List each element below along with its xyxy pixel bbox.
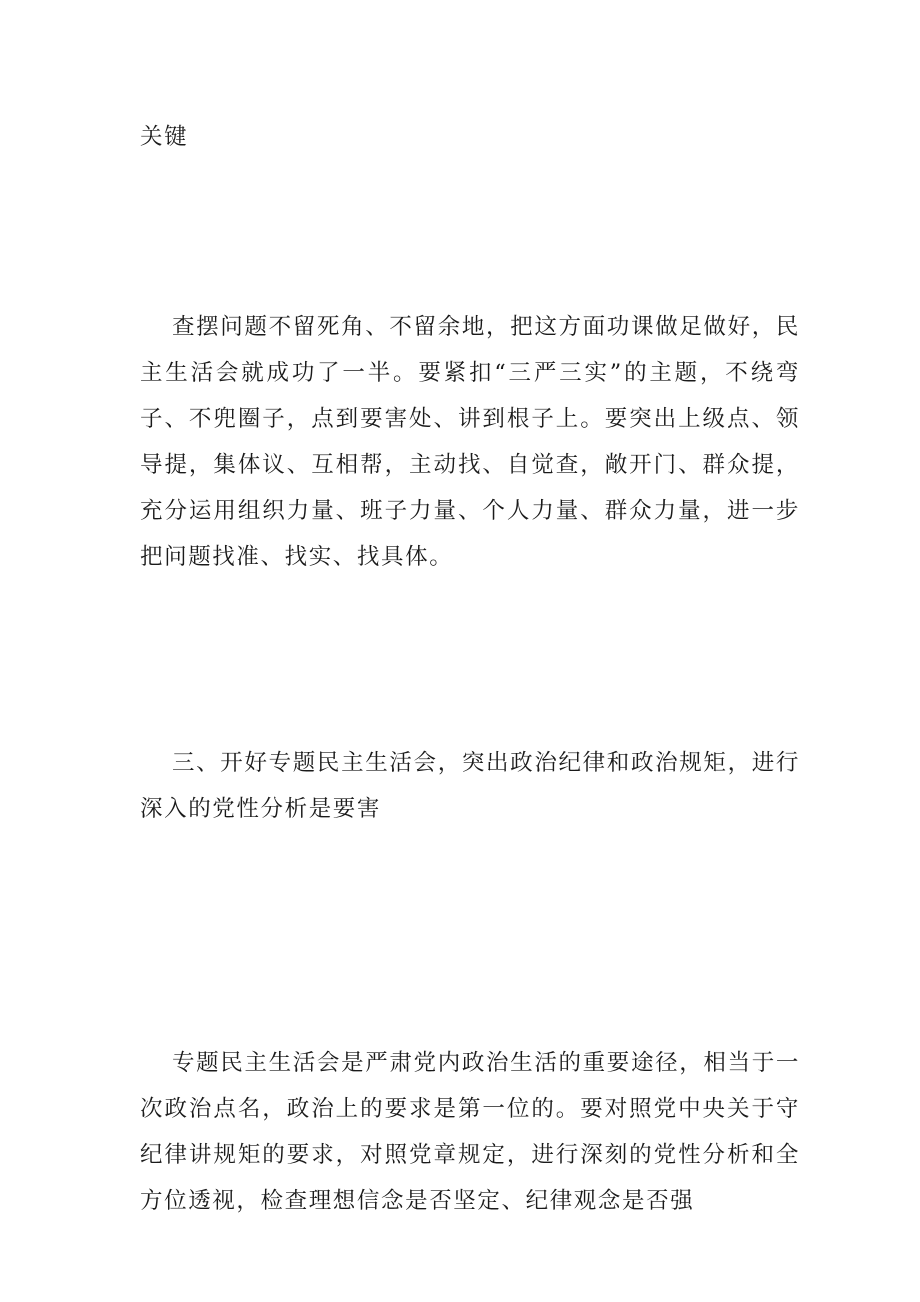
- paragraph-problem-finding: 查摆问题不留死角、不留余地，把这方面功课做足做好，民主生活会就成功了一半。要紧扣“三严三实”的主题，不绕弯子、不兜圈子，点到要害处、讲到根子上。要突出上级点、领导提，集体议、互相帮，主动找、自觉查，敞开门、群众提，充分运用组织力量、班子力量、个人力量、群众力量，进一步把问题找准、找实、找具体。: [140, 314, 800, 570]
- paragraph-special-meeting: 专题民主生活会是严肃党内政治生活的重要途径，相当于一次政治点名，政治上的要求是第一位的。要对照党中央关于守纪律讲规矩的要求，对照党章规定，进行深刻的党性分析和全方位透视，检查理想信念是否坚定、纪律观念是否强: [140, 1050, 800, 1214]
- paragraph-continuation: 关键: [140, 124, 189, 150]
- section-heading: 三、开好专题民主生活会，突出政治纪律和政治规矩，进行深入的党性分析是要害: [140, 750, 800, 822]
